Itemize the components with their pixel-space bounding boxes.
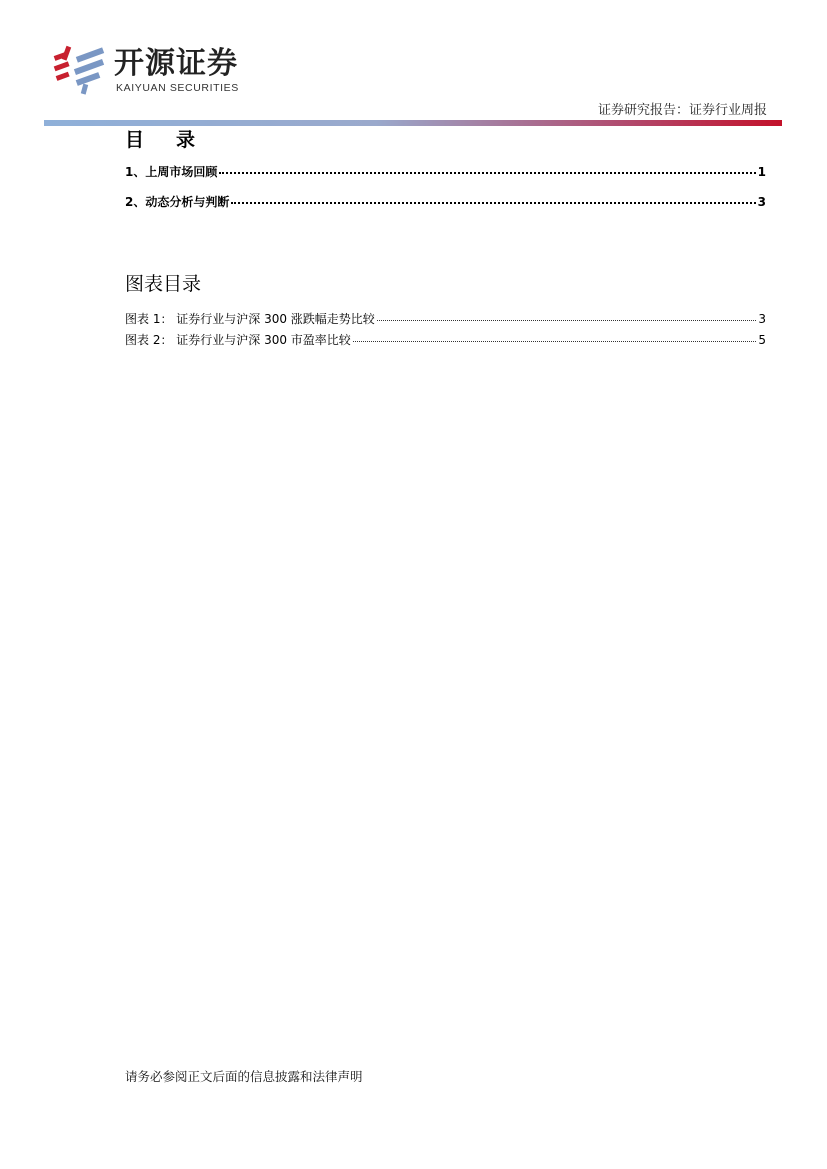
figure-list-entry[interactable] (125, 310, 766, 327)
logo-chinese-name: 开源证券 (114, 46, 238, 81)
figure-entry-page: 5 (758, 333, 766, 347)
report-type-label: 证券研究报告：证券行业周报 (597, 103, 767, 118)
kaiyuan-logo-icon (52, 44, 110, 96)
toc-entry[interactable] (125, 193, 766, 210)
toc-entry-label: 2、动态分析与判断 (125, 195, 230, 209)
dot-leader (231, 201, 755, 204)
toc-entry[interactable] (125, 163, 766, 180)
figure-entry-label: 图表 1： 证券行业与沪深 300 涨跌幅走势比较 (125, 312, 375, 326)
toc-entry-page: 1 (757, 165, 766, 179)
figure-list-heading: 图表目录 (125, 273, 202, 295)
footer-disclaimer: 请务必参阅正文后面的信息披露和法律声明 (125, 1069, 363, 1084)
logo-english-name: KAIYUAN SECURITIES (116, 82, 239, 94)
figure-list-entry[interactable] (125, 331, 766, 348)
dot-leader (377, 319, 757, 321)
kaiyuan-logo (52, 44, 252, 96)
header-divider (44, 120, 782, 126)
toc-entry-label: 1、上周市场回顾 (125, 165, 218, 179)
toc-entry-page: 3 (757, 195, 766, 209)
dot-leader (219, 171, 755, 174)
figure-entry-page: 3 (758, 312, 766, 326)
dot-leader (353, 340, 757, 342)
figure-entry-label: 图表 2： 证券行业与沪深 300 市盈率比较 (125, 333, 351, 347)
toc-heading: 目录 (125, 129, 228, 151)
